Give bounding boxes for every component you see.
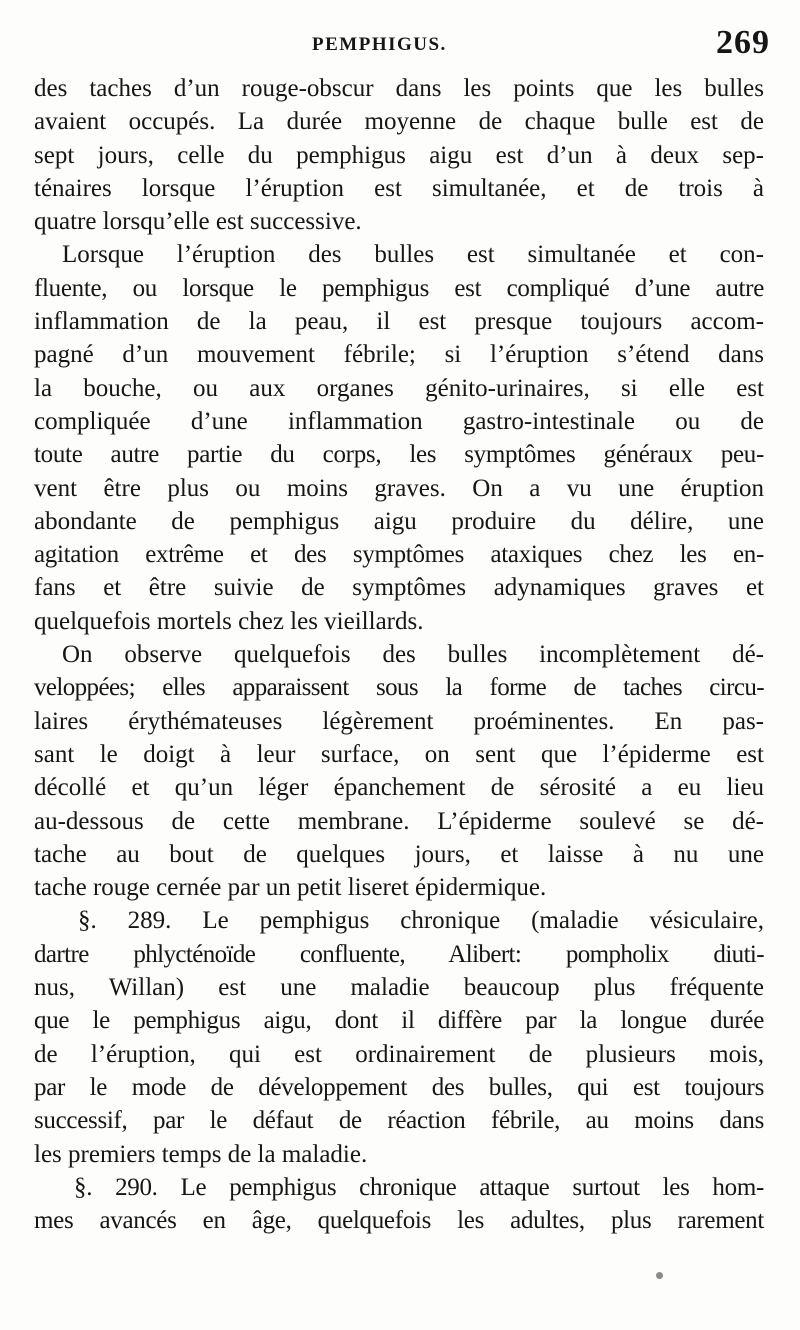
text-line: toute autre partie du corps, les symptômes généraux peu-	[34, 441, 764, 469]
ink-speck	[656, 1272, 663, 1279]
section-heading-line: §. 290. Le pemphigus chronique attaque surtout les hom-	[74, 1173, 764, 1201]
text-line: dartre phlycténoïde confluente, Alibert: pompholix diuti-	[34, 940, 764, 968]
text-line: par le mode de développement des bulles, qui est toujours	[34, 1073, 764, 1101]
text-line: la bouche, ou aux organes génito-urinaires, si elle est	[34, 374, 764, 402]
text-line: ténaires lorsque l’éruption est simultanée, et de trois à	[34, 174, 764, 202]
text-line: inflammation de la peau, il est presque toujours accom-	[34, 308, 764, 336]
text-line: tache rouge cernée par un petit liseret épidermique.	[34, 874, 547, 902]
text-line: les premiers temps de la maladie.	[34, 1140, 368, 1168]
text-line: veloppées; elles apparaissent sous la forme de taches circu-	[34, 674, 764, 702]
text-line: décollé et qu’un léger épanchement de sérosité a eu lieu	[34, 774, 764, 802]
text-line: abondante de pemphigus aigu produire du délire, une	[34, 507, 764, 535]
text-line: au-dessous de cette membrane. L’épiderme soulevé se dé-	[34, 807, 764, 835]
text-line: successif, par le défaut de réaction fébrile, au moins dans	[34, 1107, 764, 1135]
text-line: mes avancés en âge, quelquefois les adultes, plus rarement	[34, 1207, 764, 1235]
text-line: avaient occupés. La durée moyenne de chaque bulle est de	[34, 108, 764, 136]
body-text	[34, 72, 764, 1237]
text-line: tache au bout de quelques jours, et laisse à nu une	[34, 840, 764, 868]
text-line: nus, Willan) est une maladie beaucoup plus fréquente	[34, 974, 764, 1002]
text-line: quelquefois mortels chez les vieillards.	[34, 607, 424, 635]
running-head: PEMPHIGUS.	[312, 34, 447, 55]
text-line: que le pemphigus aigu, dont il diffère par la longue durée	[34, 1007, 764, 1035]
text-line: vent être plus ou moins graves. On a vu une éruption	[34, 474, 764, 502]
text-line: sept jours, celle du pemphigus aigu est d’un à deux sep-	[34, 141, 764, 169]
text-line: laires érythémateuses légèrement proéminentes. En pas-	[34, 707, 764, 735]
text-line: fans et être suivie de symptômes adynamiques graves et	[34, 574, 764, 602]
text-line: agitation extrême et des symptômes ataxiques chez les en-	[34, 541, 764, 569]
text-line: pagné d’un mouvement fébrile; si l’éruption s’étend dans	[34, 341, 764, 369]
page-header	[0, 24, 800, 70]
page-number: 269	[716, 24, 770, 61]
text-line: sant le doigt à leur surface, on sent que l’épiderme est	[34, 740, 764, 768]
text-line: Lorsque l’éruption des bulles est simultanée et con-	[62, 241, 764, 269]
text-line: quatre lorsqu’elle est successive.	[34, 208, 362, 236]
text-line: compliquée d’une inflammation gastro-intestinale ou de	[34, 407, 764, 435]
section-heading-line: §. 289. Le pemphigus chronique (maladie vésiculaire,	[78, 907, 764, 935]
text-line: de l’éruption, qui est ordinairement de plusieurs mois,	[34, 1040, 764, 1068]
text-line: fluente, ou lorsque le pemphigus est compliqué d’une autre	[34, 274, 764, 302]
text-line: On observe quelquefois des bulles incomplètement dé-	[62, 641, 764, 669]
text-line: des taches d’un rouge-obscur dans les points que les bulles	[34, 75, 764, 102]
